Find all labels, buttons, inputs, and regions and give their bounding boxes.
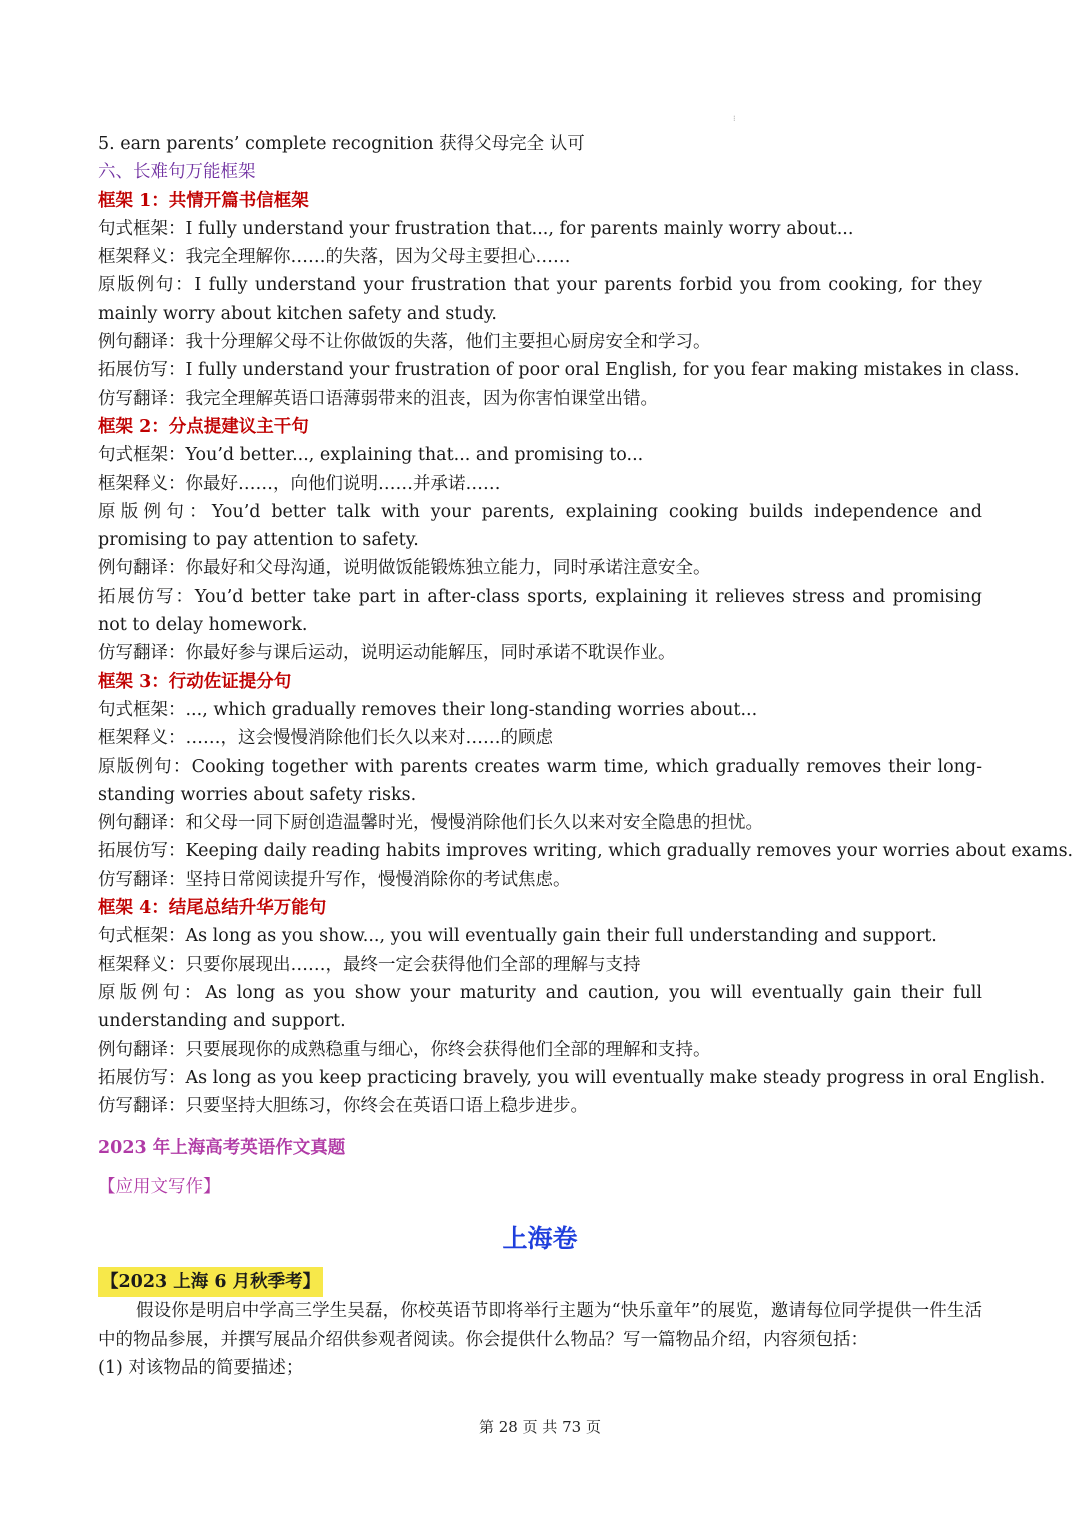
text-line: 框架释义：只要你展现出……，最终一定会获得他们全部的理解与支持 bbox=[98, 954, 641, 975]
text-line: 拓展仿写：I fully understand your frustration of poor oral English, for you fear making mistakes in class. bbox=[98, 360, 1020, 381]
text-line: 句式框架：..., which gradually removes their long-standing worries about... bbox=[98, 699, 758, 720]
text-line: 原版例句：You’d better talk with your parents, explaining cooking builds independence and promising to pay attention to safety. bbox=[98, 501, 982, 551]
section-label: 【应用文写作】 bbox=[98, 1176, 221, 1197]
text-line: 原版例句：As long as you show your maturity and caution, you will eventually gain their full understanding and support. bbox=[98, 982, 982, 1032]
text-line: 句式框架：As long as you show..., you will eventually gain their full understanding and support. bbox=[98, 926, 937, 947]
prompt-paragraph: 假设你是明启中学高三学生吴磊，你校英语节即将举行主题为“快乐童年”的展览，邀请每位同学提供一件生活中的物品参展，并撰写展品介绍供参观者阅读。你会提供什么物品？写一篇物品介绍，内容须包括： bbox=[98, 1301, 982, 1350]
prompt-item-1: (1) 对该物品的简要描述； bbox=[98, 1357, 304, 1378]
text-line: 框架 1：共情开篇书信框架 bbox=[98, 190, 309, 211]
text-line: 仿写翻译：你最好参与课后运动，说明运动能解压，同时承诺不耽误作业。 bbox=[98, 643, 676, 664]
text-line: 框架 2：分点提建议主干句 bbox=[98, 416, 309, 437]
text-line: 例句翻译：和父母一同下厨创造温馨时光，慢慢消除他们长久以来对安全隐患的担忧。 bbox=[98, 813, 763, 834]
text-line: 例句翻译：你最好和父母沟通，说明做饭能锻炼独立能力，同时承诺注意安全。 bbox=[98, 558, 711, 579]
text-line: 例句翻译：只要展现你的成熟稳重与细心，你终会获得他们全部的理解和支持。 bbox=[98, 1039, 711, 1060]
page-footer: 第 28 页 共 73 页 bbox=[478, 1418, 601, 1436]
exam-tag-row bbox=[98, 1267, 982, 1297]
text-line: 原版例句：I fully understand your frustration that your parents forbid you from cooking, for they mainly worry about kitchen safety and study. bbox=[98, 275, 982, 324]
text-line: 5. earn parents’ complete recognition 获得父母完全 认可 bbox=[98, 134, 585, 154]
framework-section bbox=[98, 130, 1074, 1120]
text-line: 原版例句：Cooking together with parents creates warm time, which gradually removes their long-standing worries about safety risks. bbox=[98, 756, 982, 805]
text-line: 仿写翻译：我完全理解英语口语薄弱带来的沮丧，因为你害怕课堂出错。 bbox=[98, 388, 658, 409]
text-line: 句式框架：You’d better..., explaining that... and promising to... bbox=[98, 445, 644, 466]
volume-title: 上海卷 bbox=[502, 1223, 578, 1253]
text-line: 例句翻译：我十分理解父母不让你做饭的失落，他们主要担心厨房安全和学习。 bbox=[98, 332, 711, 353]
text-line: 仿写翻译：只要坚持大胆练习，你终会在英语口语上稳步进步。 bbox=[98, 1096, 588, 1117]
text-line: 框架释义：……，这会慢慢消除他们长久以来对……的顾虑 bbox=[98, 728, 553, 749]
text-line: 拓展仿写：As long as you keep practicing bravely, you will eventually make steady progress in oral English. bbox=[98, 1067, 1046, 1088]
text-line: 拓展仿写：Keeping daily reading habits improves writing, which gradually removes your worries about exams. bbox=[98, 841, 1074, 862]
text-line: 句式框架：I fully understand your frustration that..., for parents mainly worry about... bbox=[98, 218, 854, 239]
text-line: 框架 3：行动佐证提分句 bbox=[98, 671, 292, 692]
exam-title: 2023 年上海高考英语作文真题 bbox=[98, 1138, 346, 1159]
text-line: 仿写翻译：坚持日常阅读提升写作，慢慢消除你的考试焦虑。 bbox=[98, 869, 571, 890]
text-line: 六、长难句万能框架 bbox=[98, 162, 256, 183]
exam-tag: 【2023 上海 6 月秋季考】 bbox=[98, 1267, 323, 1297]
document-page bbox=[98, 130, 1074, 1382]
text-line: 框架释义：你最好……，向他们说明……并承诺…… bbox=[98, 473, 501, 494]
corner-mark: ⁝ bbox=[733, 114, 736, 123]
text-line: 拓展仿写：You’d better take part in after-class sports, explaining it relieves stress and promising not to delay homework. bbox=[98, 586, 982, 636]
text-line: 框架 4：结尾总结升华万能句 bbox=[98, 898, 327, 919]
text-line: 框架释义：我完全理解你……的失落，因为父母主要担心…… bbox=[98, 247, 571, 268]
